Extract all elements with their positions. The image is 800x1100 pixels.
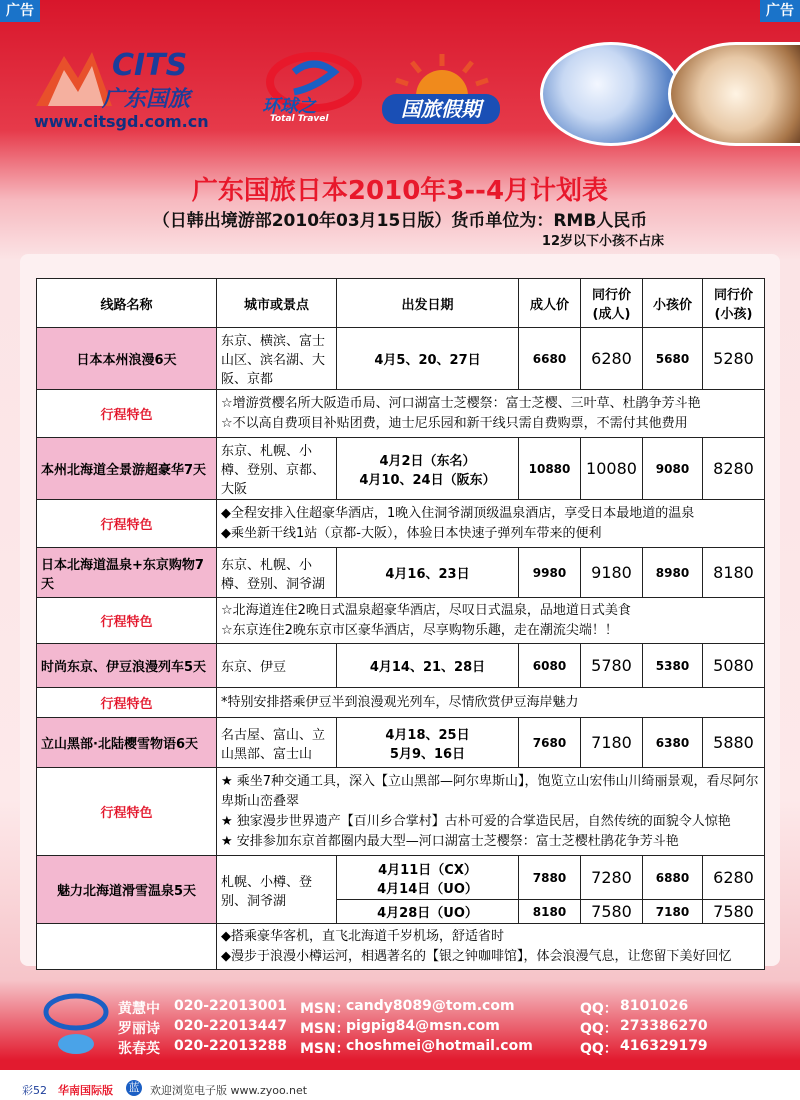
agent-adult-price: 6280 xyxy=(581,328,643,390)
contact-phone[interactable]: 020-22013447 xyxy=(174,1018,287,1034)
feature-label: 行程特色 xyxy=(37,390,217,438)
date-line: 4月11日（CX） xyxy=(378,862,477,878)
contact-footer xyxy=(0,986,800,1062)
adult-price: 7680 xyxy=(519,718,581,768)
agent-child-price: 5880 xyxy=(703,718,765,768)
cits-logo xyxy=(34,38,234,134)
child-price: 5680 xyxy=(643,328,703,390)
date-line: 4月14日（UO） xyxy=(377,881,478,897)
qq-label: QQ： xyxy=(580,1041,618,1057)
contact-phone[interactable]: 020-22013001 xyxy=(174,998,287,1014)
header-agent-child-price: 同行价(小孩) xyxy=(703,279,765,328)
feature-item: ◆漫步于浪漫小樽运河，相遇著名的【银之钟咖啡馆】，体会浪漫气息，让您留下美好回忆 xyxy=(221,948,732,964)
qq-label: QQ： xyxy=(580,1001,618,1017)
header-route: 线路名称 xyxy=(37,279,217,328)
table-row xyxy=(37,718,765,768)
route-dates: 4月28日（UO） xyxy=(337,900,519,924)
feature-row xyxy=(37,924,765,970)
route-cities: 东京、伊豆 xyxy=(217,644,337,688)
feature-row xyxy=(37,688,765,718)
route-cities: 名古屋、富山、立山黑部、富士山 xyxy=(217,718,337,768)
holiday-logo xyxy=(380,52,510,132)
feature-item: ☆增游赏樱名所大阪造币局、河口湖富士芝樱祭：富士芝樱、三叶草、杜鹃争芳斗艳 xyxy=(221,395,701,411)
agent-adult-price: 5780 xyxy=(581,644,643,688)
contact-phone[interactable]: 020-22013288 xyxy=(174,1038,287,1054)
feature-item: ☆不以高自费项目补贴团费，迪士尼乐园和新干线只需自费购票，不需付其他费用 xyxy=(221,415,688,431)
feature-text xyxy=(217,390,765,438)
route-dates xyxy=(337,718,519,768)
date-line: 4月2日（东名） xyxy=(379,453,476,469)
schedule-table xyxy=(36,278,765,970)
header-cities: 城市或景点 xyxy=(217,279,337,328)
agent-child-price: 5080 xyxy=(703,644,765,688)
ebook-link[interactable]: 欢迎浏览电子版 www.zyoo.net xyxy=(150,1084,308,1097)
contact-qq[interactable]: 416329179 xyxy=(620,1038,708,1054)
header-agent-adult-price: 同行价(成人) xyxy=(581,279,643,328)
feature-item: ★ 安排参加东京首都圈内最大型—河口湖富士芝樱祭：富士芝樱杜鹃花争芳斗艳 xyxy=(221,833,679,849)
route-name: 日本北海道温泉+东京购物7天 xyxy=(37,548,217,598)
route-name: 日本本州浪漫6天 xyxy=(37,328,217,390)
route-dates xyxy=(337,856,519,900)
feature-text xyxy=(217,598,765,644)
cits-chinese-name: 广东国旅 xyxy=(102,87,191,112)
route-name: 魅力北海道滑雪温泉5天 xyxy=(37,856,217,924)
route-cities: 札幌、小樽、登别、洞爷湖 xyxy=(217,856,337,924)
contact-msn[interactable]: candy8089@tom.com xyxy=(346,998,515,1014)
agent-child-price: 8180 xyxy=(703,548,765,598)
route-dates xyxy=(337,438,519,500)
header-adult-price: 成人价 xyxy=(519,279,581,328)
qq-label: QQ： xyxy=(580,1021,618,1037)
feature-label: 行程特色 xyxy=(37,768,217,856)
feature-label: 行程特色 xyxy=(37,500,217,548)
feature-item: ◆全程安排入住超豪华酒店，1晚入住洞爷湖顶级温泉酒店，享受日本最地道的温泉 xyxy=(221,505,695,521)
contact-name: 张春英 xyxy=(118,1041,160,1057)
adult-price: 6680 xyxy=(519,328,581,390)
adult-price: 10880 xyxy=(519,438,581,500)
snow-trees-photo xyxy=(540,42,682,146)
feature-row xyxy=(37,598,765,644)
table-row xyxy=(37,328,765,390)
adult-price: 7880 xyxy=(519,856,581,900)
agent-adult-price: 9180 xyxy=(581,548,643,598)
agent-adult-price: 7180 xyxy=(581,718,643,768)
agent-child-price: 7580 xyxy=(703,900,765,924)
header-child-price: 小孩价 xyxy=(643,279,703,328)
route-cities: 东京、札幌、小樽、登别、洞爷湖 xyxy=(217,548,337,598)
feature-item: ☆北海道连住2晚日式温泉超豪华酒店，尽叹日式温泉，品地道日式美食 xyxy=(221,602,631,618)
route-cities: 东京、札幌、小樽、登别、京都、大阪 xyxy=(217,438,337,500)
ad-tag-right: 广告 xyxy=(760,0,800,22)
holiday-chinese: 国旅假期 xyxy=(382,94,500,124)
table-row xyxy=(37,856,765,900)
footer-logo-icon xyxy=(40,990,110,1058)
page-title: 广东国旅日本2010年3--4月计划表 xyxy=(191,176,609,206)
contact-qq[interactable]: 273386270 xyxy=(620,1018,708,1034)
bottom-bar xyxy=(0,1070,800,1100)
date-line: 4月10、24日（阪东） xyxy=(359,472,496,488)
adult-price: 6080 xyxy=(519,644,581,688)
feature-text xyxy=(217,924,765,970)
contact-msn[interactable]: choshmei@hotmail.com xyxy=(346,1038,533,1054)
table-header-row xyxy=(37,279,765,328)
agent-adult-price: 10080 xyxy=(581,438,643,500)
feature-item: ◆搭乘豪华客机，直飞北海道千岁机场，舒适省时 xyxy=(221,928,504,944)
route-dates: 4月14、21、28日 xyxy=(337,644,519,688)
onsen-room-photo xyxy=(668,42,800,146)
agent-child-price: 8280 xyxy=(703,438,765,500)
page-number: 彩52 xyxy=(22,1084,47,1097)
msn-label: MSN： xyxy=(300,1021,350,1037)
cits-wordmark: CITS xyxy=(112,48,188,83)
agent-adult-price: 7580 xyxy=(581,900,643,924)
feature-label-empty xyxy=(37,924,217,970)
table-row xyxy=(37,644,765,688)
feature-text xyxy=(217,768,765,856)
contact-qq[interactable]: 8101026 xyxy=(620,998,689,1014)
route-name: 立山黑部·北陆樱雪物语6天 xyxy=(37,718,217,768)
feature-text xyxy=(217,500,765,548)
feature-row xyxy=(37,390,765,438)
feature-row xyxy=(37,500,765,548)
total-travel-chinese: 环球之 xyxy=(262,96,316,117)
route-dates: 4月5、20、27日 xyxy=(337,328,519,390)
feature-text xyxy=(217,688,765,718)
contact-msn[interactable]: pigpig84@msn.com xyxy=(346,1018,500,1034)
sun-icon xyxy=(382,52,502,96)
feature-item: ★ 独家漫步世界遗产【百川乡合掌村】古朴可爱的合掌造民居，自然传统的面貌令人惊艳 xyxy=(221,813,731,829)
agent-adult-price: 7280 xyxy=(581,856,643,900)
child-price: 6880 xyxy=(643,856,703,900)
feature-item: ★ 乘坐7种交通工具，深入【立山黑部—阿尔卑斯山】，饱览立山宏伟山川绮丽景观，看尽阿尔卑斯山峦叠翠 xyxy=(221,773,759,809)
feature-item: *特别安排搭乘伊豆半到浪漫观光列车，尽情欣赏伊豆海岸魅力 xyxy=(221,694,579,710)
child-price: 8980 xyxy=(643,548,703,598)
child-price: 6380 xyxy=(643,718,703,768)
msn-label: MSN： xyxy=(300,1041,350,1057)
feature-label: 行程特色 xyxy=(37,598,217,644)
route-name: 本州北海道全景游超豪华7天 xyxy=(37,438,217,500)
feature-item: ◆乘坐新干线1站（京都-大阪），体验日本快速子弹列车带来的便利 xyxy=(221,525,602,541)
child-price: 7180 xyxy=(643,900,703,924)
contact-name: 罗丽诗 xyxy=(118,1021,160,1037)
route-cities: 东京、横滨、富士山区、滨名湖、大阪、京都 xyxy=(217,328,337,390)
route-dates: 4月16、23日 xyxy=(337,548,519,598)
route-name: 时尚东京、伊豆浪漫列车5天 xyxy=(37,644,217,688)
badge-icon: 蓝 xyxy=(126,1080,142,1096)
adult-price: 8180 xyxy=(519,900,581,924)
agent-child-price: 6280 xyxy=(703,856,765,900)
feature-row xyxy=(37,768,765,856)
contact-name: 黄慧中 xyxy=(118,1001,160,1017)
msn-label: MSN： xyxy=(300,1001,350,1017)
ad-tag-left: 广告 xyxy=(0,0,40,22)
feature-label: 行程特色 xyxy=(37,688,217,718)
total-travel-logo xyxy=(258,52,368,132)
table-row xyxy=(37,548,765,598)
table-row xyxy=(37,438,765,500)
child-price: 5380 xyxy=(643,644,703,688)
page-subtitle: （日韩出境游部2010年03月15日版）货币单位为：RMB人民币 xyxy=(152,211,648,231)
date-line: 4月18、25日 xyxy=(385,727,470,743)
header-dates: 出发日期 xyxy=(337,279,519,328)
child-bed-note: 12岁以下小孩不占床 xyxy=(541,234,664,249)
agent-child-price: 5280 xyxy=(703,328,765,390)
magazine-name: 华南国际版 xyxy=(58,1084,113,1097)
child-price: 9080 xyxy=(643,438,703,500)
cits-url[interactable]: www.citsgd.com.cn xyxy=(34,112,209,131)
total-travel-english: Total Travel xyxy=(270,114,329,124)
date-line: 5月9、16日 xyxy=(389,746,466,762)
adult-price: 9980 xyxy=(519,548,581,598)
feature-item: ☆东京连住2晚东京市区豪华酒店，尽享购物乐趣，走在潮流尖端！！ xyxy=(221,622,618,638)
